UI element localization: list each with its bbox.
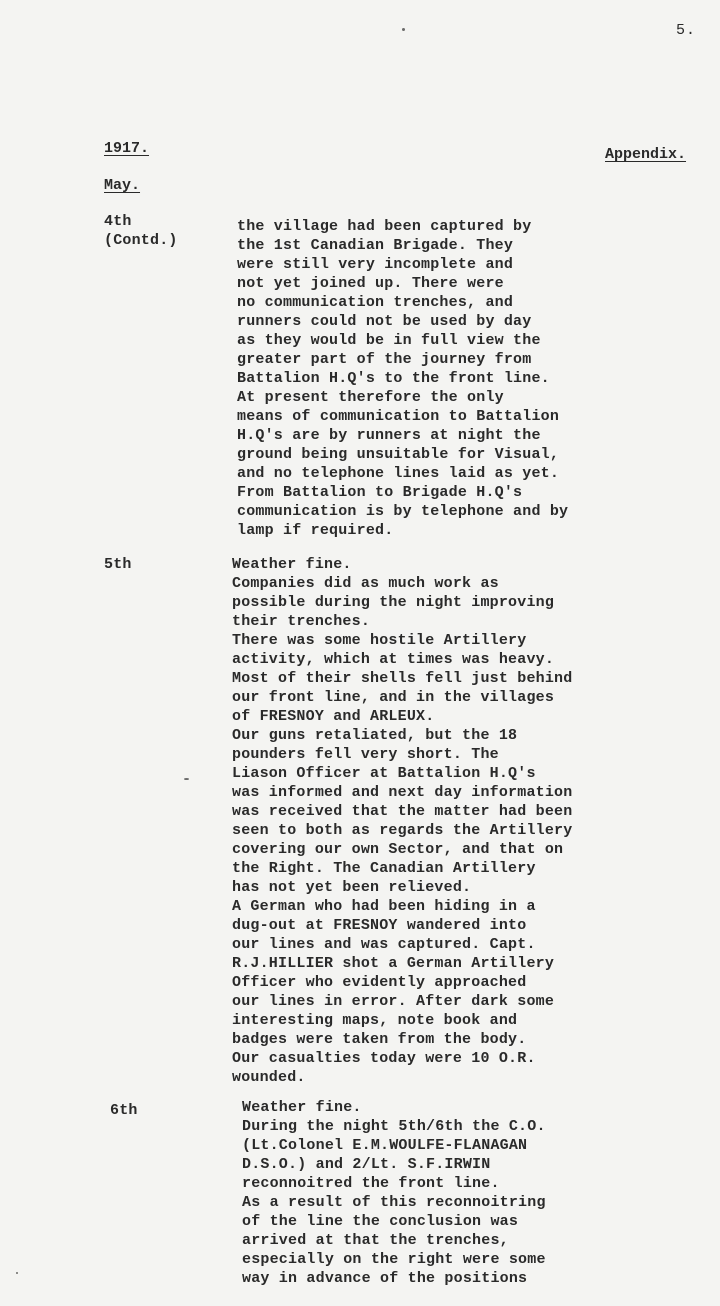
appendix-heading: Appendix. [605, 146, 687, 163]
paper-speck [16, 1272, 18, 1274]
text-line: the Right. The Canadian Artillery [232, 860, 536, 877]
text-line: (Lt.Colonel E.M.WOULFE-FLANAGAN [242, 1137, 528, 1154]
text-line: greater part of the journey from [237, 351, 532, 368]
text-line: as they would be in full view the [237, 332, 541, 349]
text-line: Liason Officer at Battalion H.Q's [232, 765, 536, 782]
year-heading: 1917. [104, 140, 150, 157]
text-line: not yet joined up. There were [237, 275, 504, 292]
entry-date-line: (Contd.) [104, 232, 178, 249]
entry-date-line: 6th [110, 1102, 138, 1119]
paper-speck [402, 28, 405, 31]
text-line: At present therefore the only [237, 389, 504, 406]
text-line: dug-out at FRESNOY wandered into [232, 917, 527, 934]
text-line: means of communication to Battalion [237, 408, 560, 425]
entry-text [242, 1098, 546, 1288]
entry-date [110, 1101, 138, 1120]
entry-date [104, 212, 178, 250]
text-line: badges were taken from the body. [232, 1031, 527, 1048]
text-line: reconnoitred the front line. [242, 1175, 500, 1192]
text-line: our lines in error. After dark some [232, 993, 555, 1010]
entry-text [232, 555, 572, 1087]
text-line: ground being unsuitable for Visual, [237, 446, 560, 463]
text-line: interesting maps, note book and [232, 1012, 518, 1029]
text-line: As a result of this reconnoitring [242, 1194, 546, 1211]
text-line: possible during the night improving [232, 594, 555, 611]
page-number: 5. [676, 22, 697, 39]
text-line: way in advance of the positions [242, 1270, 528, 1287]
text-line: Battalion H.Q's to the front line. [237, 370, 550, 387]
text-line: During the night 5th/6th the C.O. [242, 1118, 546, 1135]
text-line: From Battalion to Brigade H.Q's [237, 484, 523, 501]
text-line: Companies did as much work as [232, 575, 499, 592]
text-line: Officer who evidently approached [232, 974, 527, 991]
paper-speck [184, 778, 189, 780]
text-line: Our guns retaliated, but the 18 [232, 727, 518, 744]
text-line: and no telephone lines laid as yet. [237, 465, 560, 482]
text-line: A German who had been hiding in a [232, 898, 536, 915]
text-line: R.J.HILLIER shot a German Artillery [232, 955, 555, 972]
text-line: of the line the conclusion was [242, 1213, 519, 1230]
text-line: of FRESNOY and ARLEUX. [232, 708, 435, 725]
text-line: runners could not be used by day [237, 313, 532, 330]
text-line: especially on the right were some [242, 1251, 546, 1268]
text-line: pounders fell very short. The [232, 746, 499, 763]
text-line: seen to both as regards the Artillery [232, 822, 573, 839]
text-line: was received that the matter had been [232, 803, 573, 820]
text-line: the village had been captured by [237, 218, 532, 235]
text-line: There was some hostile Artillery [232, 632, 527, 649]
text-line: their trenches. [232, 613, 371, 630]
text-line: our lines and was captured. Capt. [232, 936, 536, 953]
text-line: covering our own Sector, and that on [232, 841, 564, 858]
entry-date-line: 5th [104, 556, 132, 573]
text-line: wounded. [232, 1069, 306, 1086]
text-line: our front line, and in the villages [232, 689, 555, 706]
entry-text [237, 217, 568, 540]
text-line: no communication trenches, and [237, 294, 514, 311]
text-line: was informed and next day information [232, 784, 573, 801]
text-line: Most of their shells fell just behind [232, 670, 573, 687]
entry-date-line: 4th [104, 213, 132, 230]
text-line: the 1st Canadian Brigade. They [237, 237, 514, 254]
text-line: arrived at that the trenches, [242, 1232, 509, 1249]
text-line: Our casualties today were 10 O.R. [232, 1050, 536, 1067]
text-line: lamp if required. [237, 522, 394, 539]
month-heading: May. [104, 177, 141, 194]
text-line: activity, which at times was heavy. [232, 651, 555, 668]
entry-date [104, 555, 132, 574]
text-line: were still very incomplete and [237, 256, 514, 273]
text-line: H.Q's are by runners at night the [237, 427, 541, 444]
text-line: has not yet been relieved. [232, 879, 472, 896]
text-line: D.S.O.) and 2/Lt. S.F.IRWIN [242, 1156, 491, 1173]
text-line: communication is by telephone and by [237, 503, 569, 520]
text-line: Weather fine. [242, 1099, 362, 1116]
text-line: Weather fine. [232, 556, 352, 573]
